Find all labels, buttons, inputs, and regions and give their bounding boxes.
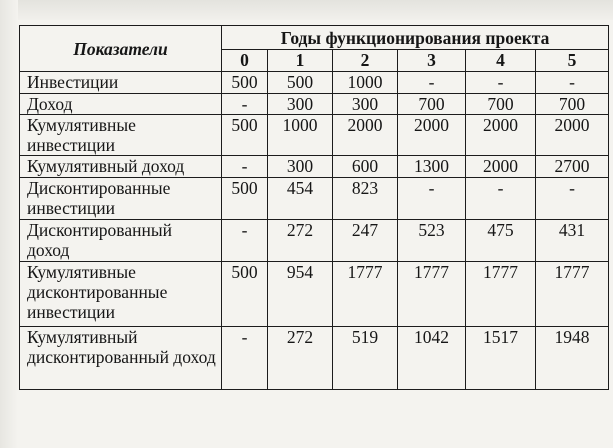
table-cell: - xyxy=(222,94,268,115)
table-row xyxy=(20,156,609,178)
table-cell: 700 xyxy=(536,94,609,115)
table-cell: 500 xyxy=(222,72,268,94)
table-cell: 1517 xyxy=(466,327,536,390)
table-cell: 2000 xyxy=(398,115,466,156)
table-cell: 475 xyxy=(466,220,536,262)
table-cell: 247 xyxy=(333,220,398,262)
table-cell: - xyxy=(222,327,268,390)
table-cell: 2700 xyxy=(536,156,609,178)
table-cell: - xyxy=(466,178,536,220)
scan-shadow-top xyxy=(0,0,613,20)
table-cell: 823 xyxy=(333,178,398,220)
table-cell: - xyxy=(536,72,609,94)
table-cell: 272 xyxy=(268,220,333,262)
table-cell: - xyxy=(222,156,268,178)
row-label: Кумулятивные дисконтированные инвестиции xyxy=(20,262,222,327)
table-cell: 500 xyxy=(222,115,268,156)
year-header: 0 xyxy=(222,50,268,72)
table-cell: 272 xyxy=(268,327,333,390)
table-cell: 500 xyxy=(222,178,268,220)
table-cell: 519 xyxy=(333,327,398,390)
table-cell: 1777 xyxy=(333,262,398,327)
table-cell: 2000 xyxy=(536,115,609,156)
table-cell: 1777 xyxy=(466,262,536,327)
table-row xyxy=(20,94,609,115)
table-cell: - xyxy=(398,178,466,220)
table-cell: 500 xyxy=(222,262,268,327)
row-label: Дисконтированные инвестиции xyxy=(20,178,222,220)
table-cell: 1042 xyxy=(398,327,466,390)
table-cell: 954 xyxy=(268,262,333,327)
table-cell: 300 xyxy=(333,94,398,115)
year-header: 5 xyxy=(536,50,609,72)
table-row xyxy=(20,72,609,94)
table-cell: 600 xyxy=(333,156,398,178)
table-cell: 1300 xyxy=(398,156,466,178)
row-label: Кумулятивные инвестиции xyxy=(20,115,222,156)
table-cell: 500 xyxy=(268,72,333,94)
table-cell: 300 xyxy=(268,156,333,178)
row-label: Дисконтированный доход xyxy=(20,220,222,262)
table-row xyxy=(20,327,609,390)
row-label: Доход xyxy=(20,94,222,115)
table-cell: 1948 xyxy=(536,327,609,390)
years-header: Годы функционирования проекта xyxy=(222,26,609,50)
year-header: 1 xyxy=(268,50,333,72)
table-cell: 2000 xyxy=(466,156,536,178)
table-cell: 1777 xyxy=(398,262,466,327)
year-header: 4 xyxy=(466,50,536,72)
project-indicators-table xyxy=(19,25,609,390)
table-cell: 2000 xyxy=(466,115,536,156)
indicator-header: Показатели xyxy=(20,26,222,72)
year-header: 2 xyxy=(333,50,398,72)
table-cell: - xyxy=(466,72,536,94)
table-cell: 454 xyxy=(268,178,333,220)
table-cell: 700 xyxy=(398,94,466,115)
table-cell: - xyxy=(536,178,609,220)
table-cell: 1000 xyxy=(268,115,333,156)
table-cell: 1000 xyxy=(333,72,398,94)
table-row xyxy=(20,220,609,262)
row-label: Кумулятивный доход xyxy=(20,156,222,178)
table-cell: 2000 xyxy=(333,115,398,156)
table-row xyxy=(20,262,609,327)
scan-shadow-left xyxy=(0,0,18,448)
table-cell: 700 xyxy=(466,94,536,115)
table-cell: 1777 xyxy=(536,262,609,327)
year-header: 3 xyxy=(398,50,466,72)
table-row xyxy=(20,115,609,156)
header-row xyxy=(20,26,609,50)
table-cell: 431 xyxy=(536,220,609,262)
table-cell: 300 xyxy=(268,94,333,115)
table-cell: 523 xyxy=(398,220,466,262)
row-label: Инвестиции xyxy=(20,72,222,94)
row-label: Кумулятивный дисконтированный доход xyxy=(20,327,222,390)
table-row xyxy=(20,178,609,220)
table-cell: - xyxy=(222,220,268,262)
table-cell: - xyxy=(398,72,466,94)
